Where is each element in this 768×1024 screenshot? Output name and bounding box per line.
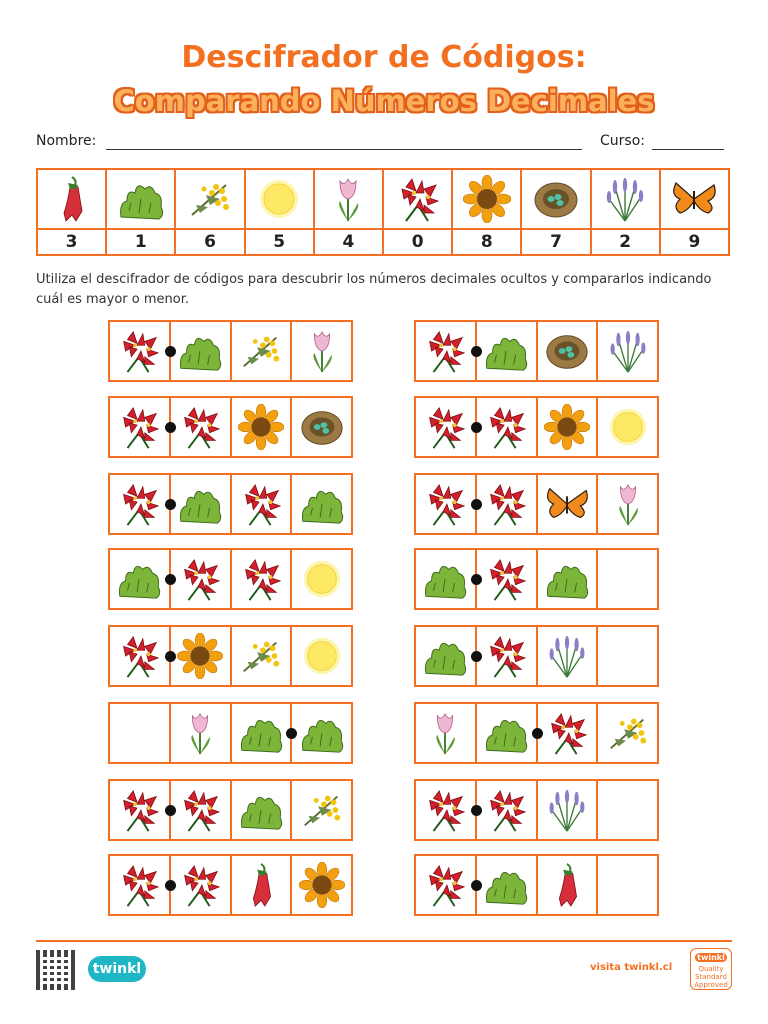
lily-icon [483, 481, 529, 527]
key-picture [453, 170, 520, 230]
puzzle-row [108, 396, 660, 458]
empty-cell[interactable] [598, 781, 657, 839]
decimal-left [108, 854, 353, 916]
tulip-icon [299, 328, 345, 374]
lavender-icon [544, 633, 590, 679]
lily-icon [394, 175, 442, 223]
key-cell [315, 170, 384, 254]
key-picture [592, 170, 659, 230]
lily-icon [116, 633, 162, 679]
puzzle-row [108, 473, 660, 535]
code-cell [292, 475, 351, 533]
code-cell [477, 781, 538, 839]
code-cell [292, 704, 351, 762]
bush-icon [177, 481, 223, 527]
code-cell [598, 398, 657, 456]
visit-link[interactable]: visita twinkl.cl [590, 962, 673, 973]
code-cell [292, 322, 351, 380]
empty-cell[interactable] [110, 704, 171, 762]
code-cell [477, 856, 538, 914]
decimal-right [414, 548, 659, 610]
key-digit: 3 [65, 232, 78, 252]
key-digit: 7 [550, 232, 562, 252]
code-cell [477, 475, 538, 533]
code-cell [171, 704, 232, 762]
butterfly-icon [544, 481, 590, 527]
code-cell [416, 475, 477, 533]
lily-icon [238, 556, 284, 602]
lavender-icon [605, 328, 651, 374]
key-cell [176, 170, 245, 254]
key-cell [592, 170, 661, 254]
bellflower-icon [238, 862, 284, 908]
code-cell [538, 550, 599, 608]
tulip-icon [324, 175, 372, 223]
key-cell [246, 170, 315, 254]
code-cell [598, 322, 657, 380]
code-cell [110, 550, 171, 608]
lily-icon [116, 787, 162, 833]
lily-icon [483, 556, 529, 602]
lily-icon [483, 787, 529, 833]
lily-icon [177, 556, 223, 602]
key-picture [384, 170, 451, 230]
tulip-icon [605, 481, 651, 527]
key-picture [246, 170, 313, 230]
code-cell [292, 550, 351, 608]
badge-text: Quality Standard Approved [694, 965, 728, 989]
decimal-right [414, 854, 659, 916]
key-digit: 8 [480, 232, 493, 252]
lily-icon [483, 633, 529, 679]
code-key [36, 168, 730, 256]
code-cell [171, 550, 232, 608]
code-cell [416, 704, 477, 762]
code-cell [292, 627, 351, 685]
sunflower-icon [299, 862, 345, 908]
bush-icon [544, 556, 590, 602]
brand-logo[interactable]: twinkl [88, 956, 146, 982]
wattle-icon [299, 787, 345, 833]
name-course-row [36, 133, 726, 153]
key-digit: 1 [134, 232, 147, 252]
wattle-icon [605, 710, 651, 756]
nest-icon [299, 404, 345, 450]
butterfly-icon [670, 175, 718, 223]
lily-icon [177, 862, 223, 908]
code-cell [110, 475, 171, 533]
code-cell [477, 550, 538, 608]
code-cell [171, 627, 232, 685]
key-digit: 6 [204, 232, 216, 252]
sunflower-icon [177, 633, 223, 679]
wattle-icon [238, 633, 284, 679]
key-cell [107, 170, 176, 254]
code-cell [538, 781, 599, 839]
decimal-right [414, 396, 659, 458]
code-cell [538, 704, 599, 762]
sun-icon [299, 633, 345, 679]
bush-icon [238, 710, 284, 756]
qr-code [36, 950, 76, 990]
puzzle-row [108, 548, 660, 610]
sun-icon [299, 556, 345, 602]
name-label: Nombre: [36, 133, 97, 149]
course-label: Curso: [600, 133, 645, 149]
key-cell [661, 170, 728, 254]
code-cell [232, 704, 293, 762]
code-cell [416, 856, 477, 914]
decimal-left [108, 473, 353, 535]
tulip-icon [177, 710, 223, 756]
code-cell [292, 398, 351, 456]
lily-icon [238, 481, 284, 527]
bush-icon [299, 481, 345, 527]
decimal-left [108, 320, 353, 382]
bush-icon [299, 710, 345, 756]
lily-icon [116, 862, 162, 908]
wattle-icon [186, 175, 234, 223]
lily-icon [422, 404, 468, 450]
decimal-left [108, 396, 353, 458]
bush-icon [422, 633, 468, 679]
decimal-left [108, 625, 353, 687]
puzzle-row [108, 625, 660, 687]
code-cell [110, 322, 171, 380]
tulip-icon [422, 710, 468, 756]
sunflower-icon [544, 404, 590, 450]
key-picture [176, 170, 243, 230]
lily-icon [177, 404, 223, 450]
bush-icon [483, 710, 529, 756]
puzzle-row [108, 702, 660, 764]
code-cell [477, 627, 538, 685]
puzzle-row [108, 779, 660, 841]
lily-icon [116, 404, 162, 450]
code-cell [416, 322, 477, 380]
decimal-right [414, 779, 659, 841]
title-line1: Descifrador de Códigos: [181, 40, 587, 75]
nest-icon [532, 175, 580, 223]
decimal-right [414, 473, 659, 535]
lily-icon [422, 787, 468, 833]
code-cell [171, 856, 232, 914]
key-digit: 0 [411, 232, 424, 252]
bush-icon [116, 556, 162, 602]
code-cell [110, 398, 171, 456]
code-cell [477, 704, 538, 762]
bush-icon [483, 862, 529, 908]
sun-icon [605, 404, 651, 450]
key-digit: 2 [619, 232, 632, 252]
code-cell [171, 322, 232, 380]
key-digit: 5 [273, 232, 286, 252]
decimal-right [414, 625, 659, 687]
puzzle-row [108, 854, 660, 916]
lavender-icon [544, 787, 590, 833]
bush-icon [177, 328, 223, 374]
code-cell [110, 856, 171, 914]
bush-icon [422, 556, 468, 602]
code-cell [477, 398, 538, 456]
wattle-icon [238, 328, 284, 374]
code-cell [171, 781, 232, 839]
instructions: Utiliza el descifrador de códigos para descubrir los números decimales ocultos y compararlos indicando cuál es mayor o menor. [36, 272, 712, 307]
code-cell [477, 322, 538, 380]
code-cell [416, 550, 477, 608]
code-cell [598, 704, 657, 762]
lily-icon [544, 710, 590, 756]
lily-icon [422, 481, 468, 527]
decimal-left [108, 702, 353, 764]
course-field[interactable] [652, 149, 724, 150]
title-line2: Comparando Números Decimales [113, 84, 655, 118]
key-digit: 9 [688, 232, 701, 252]
decimal-left [108, 779, 353, 841]
key-picture [522, 170, 589, 230]
quality-badge [690, 948, 732, 990]
nest-icon [544, 328, 590, 374]
code-cell [232, 781, 293, 839]
lily-icon [116, 328, 162, 374]
bush-icon [117, 175, 165, 223]
lily-icon [422, 328, 468, 374]
decimal-left [108, 548, 353, 610]
key-digit: 4 [342, 232, 355, 252]
code-cell [292, 856, 351, 914]
code-cell [416, 398, 477, 456]
code-cell [598, 475, 657, 533]
key-cell [384, 170, 453, 254]
lily-icon [483, 404, 529, 450]
decimal-right [414, 320, 659, 382]
key-cell [453, 170, 522, 254]
puzzle-row [108, 320, 660, 382]
bellflower-icon [48, 175, 96, 223]
bellflower-icon [544, 862, 590, 908]
empty-cell[interactable] [598, 627, 657, 685]
bush-icon [238, 787, 284, 833]
code-cell [292, 781, 351, 839]
code-cell [232, 856, 293, 914]
footer-divider [36, 940, 732, 942]
code-cell [416, 627, 477, 685]
code-cell [110, 627, 171, 685]
lavender-icon [601, 175, 649, 223]
empty-cell[interactable] [598, 856, 657, 914]
key-cell [38, 170, 107, 254]
badge-brand: twinkl [695, 953, 727, 962]
empty-cell[interactable] [598, 550, 657, 608]
code-cell [232, 398, 293, 456]
code-cell [538, 627, 599, 685]
code-cell [538, 322, 599, 380]
code-cell [171, 398, 232, 456]
decimal-right [414, 702, 659, 764]
sun-icon [255, 175, 303, 223]
lily-icon [422, 862, 468, 908]
key-picture [315, 170, 382, 230]
code-cell [110, 781, 171, 839]
code-cell [538, 856, 599, 914]
key-cell [522, 170, 591, 254]
code-cell [232, 322, 293, 380]
lily-icon [177, 787, 223, 833]
sunflower-icon [463, 175, 511, 223]
code-cell [232, 550, 293, 608]
code-cell [416, 781, 477, 839]
lily-icon [116, 481, 162, 527]
code-cell [232, 627, 293, 685]
sunflower-icon [238, 404, 284, 450]
code-cell [171, 475, 232, 533]
key-picture [38, 170, 105, 230]
code-cell [538, 475, 599, 533]
code-cell [232, 475, 293, 533]
key-picture [107, 170, 174, 230]
bush-icon [483, 328, 529, 374]
name-field[interactable] [106, 149, 582, 150]
code-cell [538, 398, 599, 456]
key-picture [661, 170, 728, 230]
